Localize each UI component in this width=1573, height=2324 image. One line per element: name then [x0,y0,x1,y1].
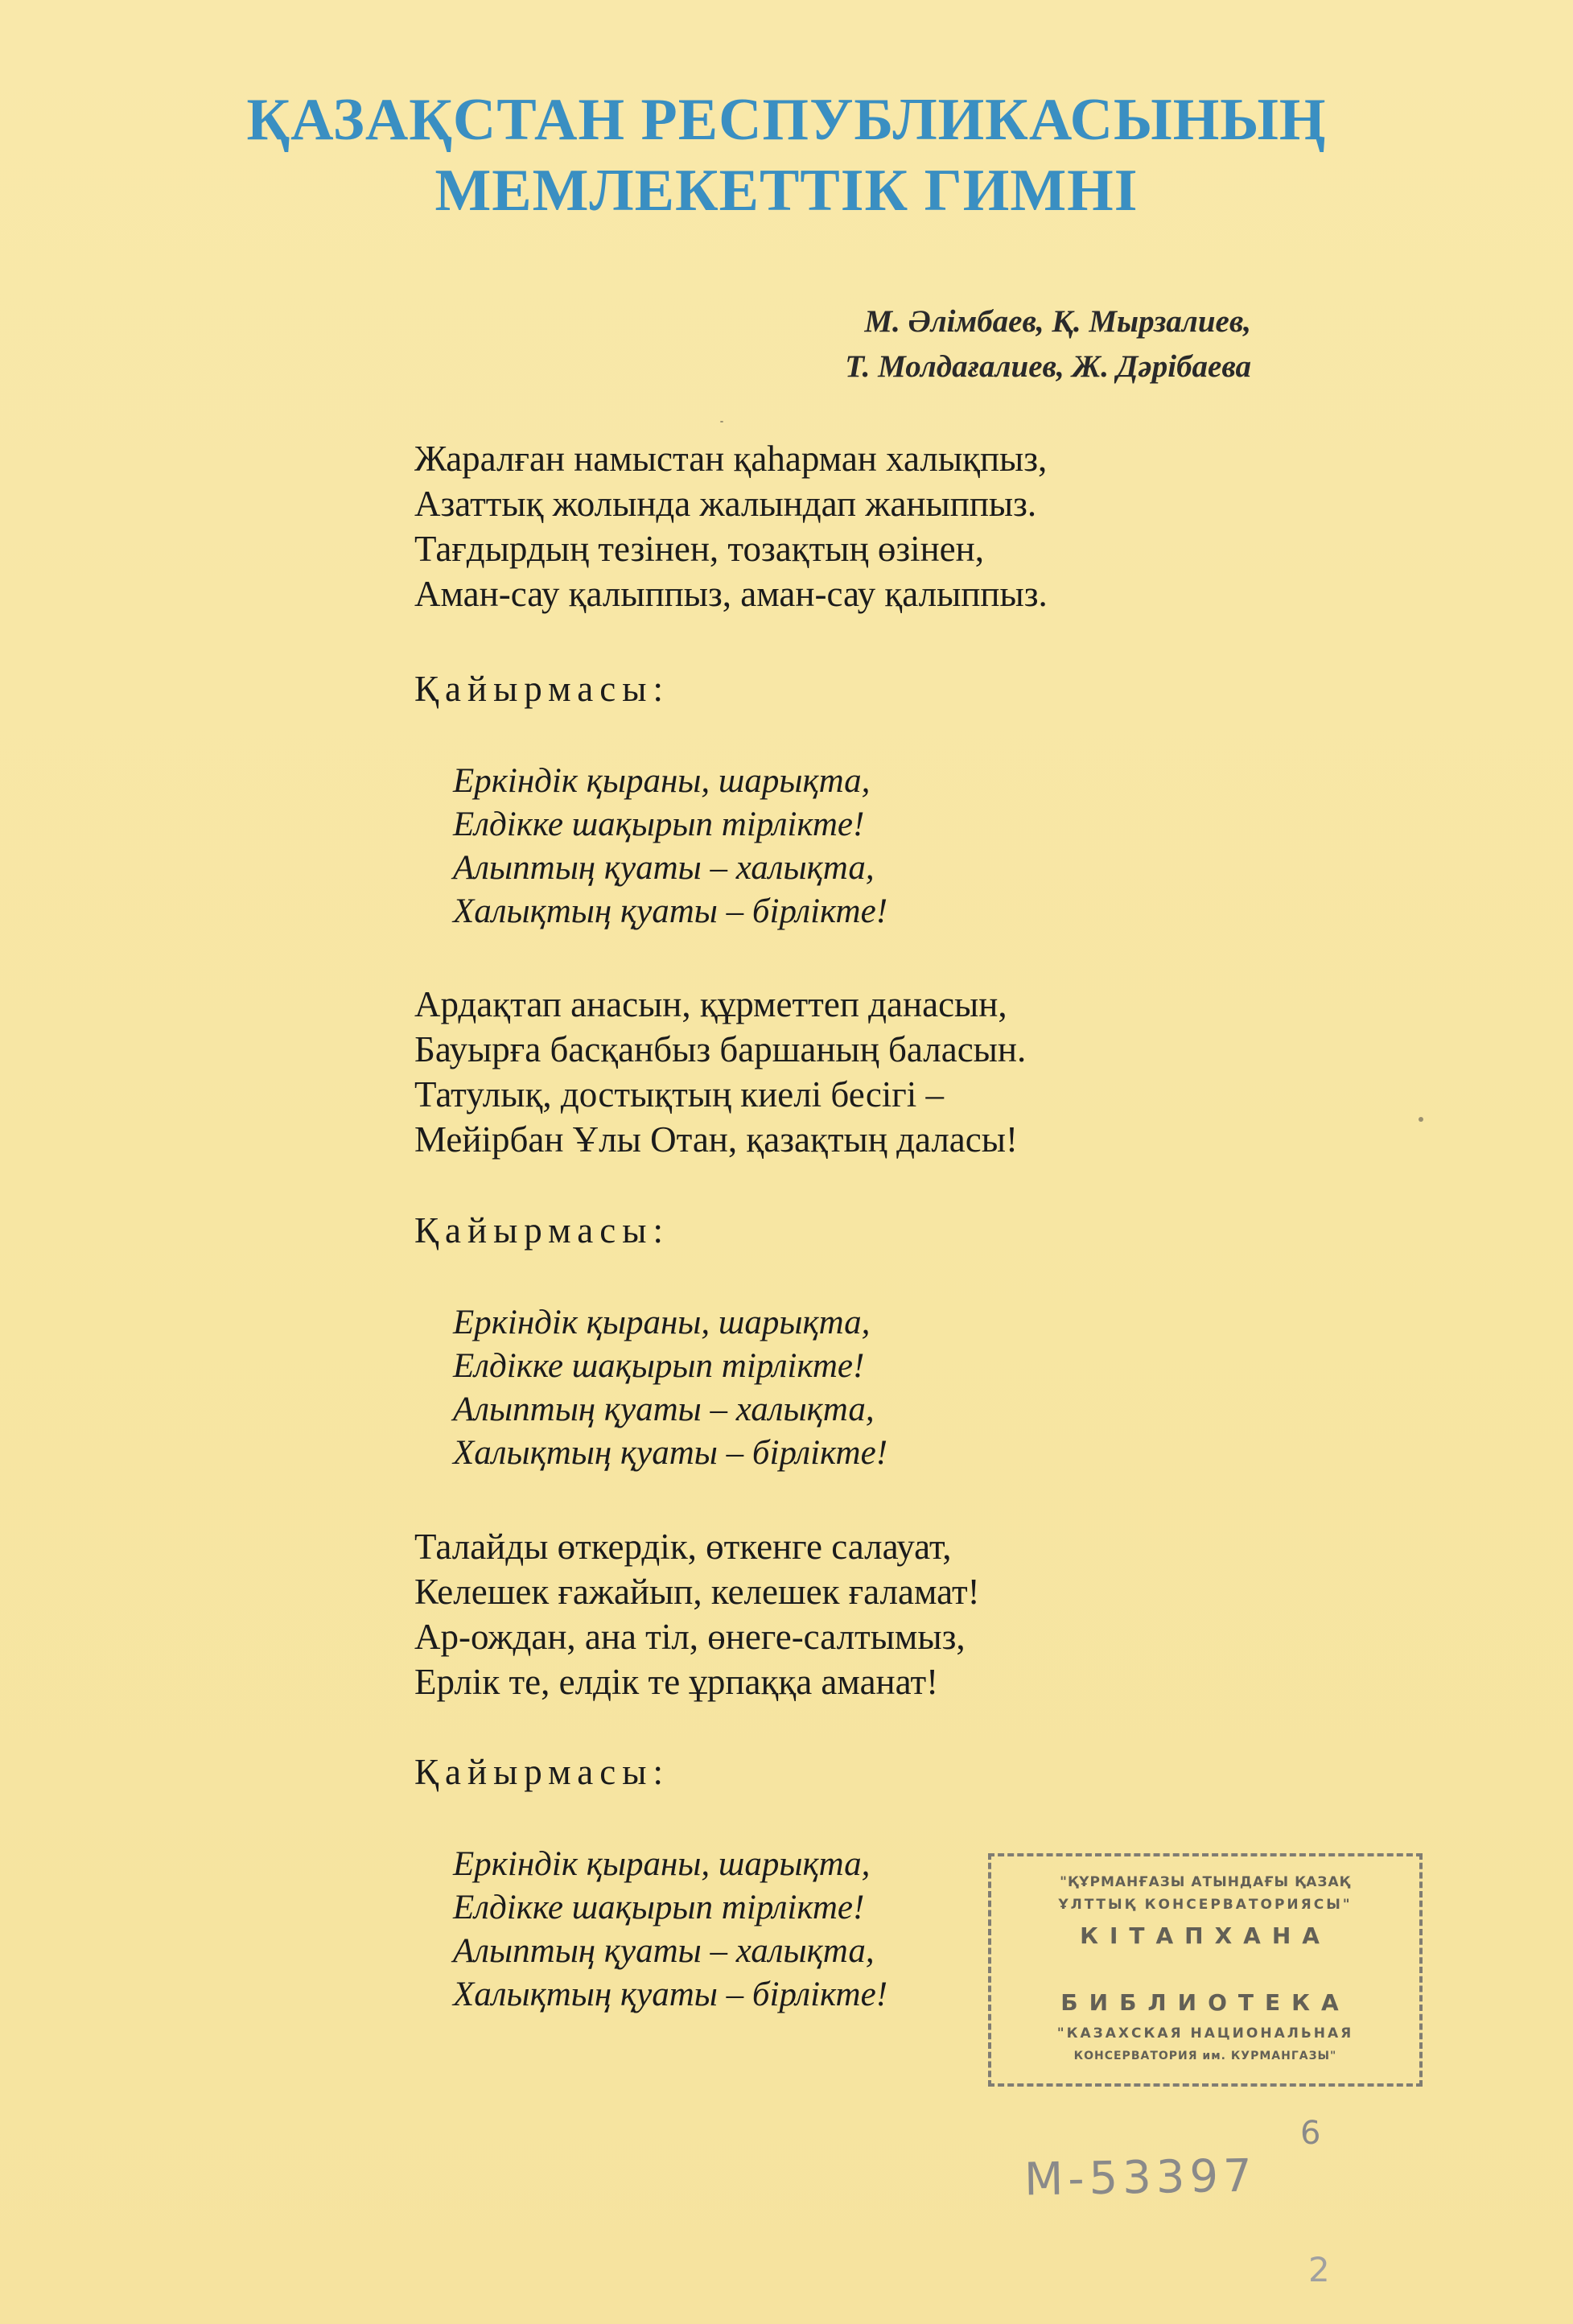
chorus-line: Халықтың қуаты – бірлікте! [453,1434,888,1472]
scan-speck [1419,1117,1423,1122]
verse-2 [414,982,1026,1162]
authors-line-1: М. Әлімбаев, Қ. Мырзалиев, [864,304,1251,339]
verse-line: Аман-сау қалыппыз, аман-сау қалыппыз. [414,574,1048,614]
verse-line: Жаралған намыстан қаһарман халықпыз, [414,439,1048,479]
stamp-line-5: "КАЗАХСКАЯ НАЦИОНАЛЬНАЯ [1056,2025,1354,2042]
verse-line: Тағдырдың тезінен, тозақтың өзінен, [414,529,984,569]
handwritten-inventory-number: М-53397 [1023,2149,1258,2207]
title-line-1: ҚАЗАҚСТАН РЕСПУБЛИКАСЫНЫҢ [246,87,1327,153]
verse-line: Ар-ождан, ана тіл, өнеге-салтымыз, [414,1617,966,1657]
refrain-label-3: Қайырмасы: [414,1752,669,1792]
handwritten-mark: 2 [1308,2250,1330,2289]
chorus-line: Алыптың қуаты – халықта, [453,1932,875,1970]
authors-block [845,299,1251,389]
refrain-label-2: Қайырмасы: [414,1210,669,1251]
verse-1 [414,436,1048,616]
verse-line: Азаттық жолында жалындап жаныппыз. [414,484,1037,524]
chorus-line: Халықтың қуаты – бірлікте! [453,1976,888,2013]
chorus-line: Елдікке шақырып тірлікте! [453,1889,865,1926]
chorus-line: Еркіндік қыраны, шарықта, [453,1845,871,1883]
verse-line: Ардақтап анасын, құрметтеп данасын, [414,984,1007,1024]
verse-line: Ерлік те, елдік те ұрпаққа аманат! [414,1662,939,1702]
handwritten-superscript: 6 [1300,2115,1321,2152]
refrain-label-1: Қайырмасы: [414,669,669,709]
chorus-3 [453,1843,887,2017]
chorus-1 [453,760,887,933]
chorus-line: Еркіндік қыраны, шарықта, [453,762,871,800]
page-title [0,84,1573,226]
chorus-line: Алыптың қуаты – халықта, [453,849,875,887]
title-line-2: МЕМЛЕКЕТТІК ГИМНІ [434,158,1139,224]
chorus-line: Елдікке шақырып тірлікте! [453,806,865,843]
verse-line: Талайды өткердік, өткенге салауат, [414,1527,952,1567]
authors-line-2: Т. Молдағалиев, Ж. Дәрібаева [845,349,1251,384]
stamp-line-3: КІТАПХАНА [1080,1922,1331,1949]
verse-line: Татулық, достықтың киелі бесігі – [414,1074,945,1115]
stamp-line-2: ҰЛТТЫҚ КОНСЕРВАТОРИЯСЫ" [1058,1897,1353,1913]
stamp-line-6: КОНСЕРВАТОРИЯ им. КУРМАНГАЗЫ" [1073,2050,1337,2062]
verse-line: Бауырға басқанбыз баршаның баласын. [414,1029,1027,1069]
verse-line: Келешек ғажайып, келешек ғаламат! [414,1572,980,1612]
chorus-line: Елдікке шақырып тірлікте! [453,1347,865,1385]
stamp-line-4: БИБЛИОТЕКА [1060,1989,1350,2016]
library-stamp [988,1853,1423,2087]
scan-speck [720,421,723,422]
verse-3 [414,1524,980,1704]
verse-line: Мейірбан Ұлы Отан, қазақтың даласы! [414,1119,1018,1160]
chorus-line: Алыптың қуаты – халықта, [453,1391,875,1428]
chorus-line: Халықтың қуаты – бірлікте! [453,892,888,930]
stamp-line-1: "ҚҰРМАНҒАЗЫ АТЫНДАҒЫ ҚАЗАҚ [1060,1874,1351,1890]
chorus-line: Еркіндік қыраны, шарықта, [453,1304,871,1341]
chorus-2 [453,1301,887,1475]
